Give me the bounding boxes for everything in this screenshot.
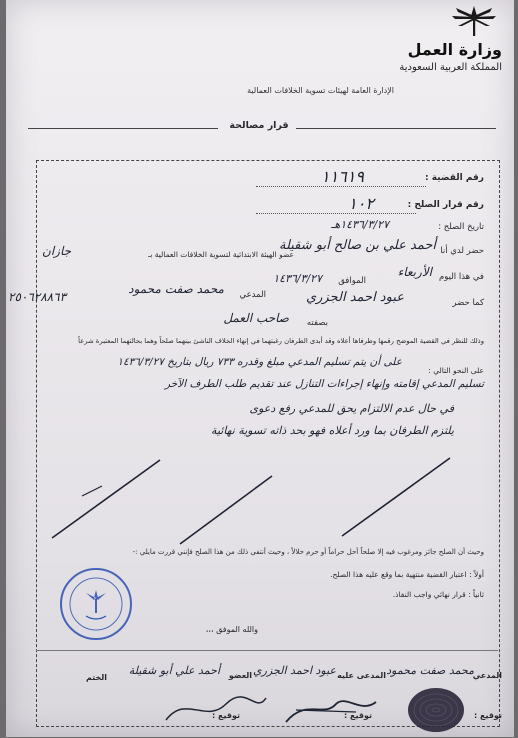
settlement-number-line — [256, 213, 416, 214]
plaintiff-label: المدعي — [239, 290, 266, 300]
official-stamp — [58, 566, 134, 642]
decision-second: ثانياً : قرار نهائي واجب النفاذ. — [392, 590, 484, 599]
attended-value: أحمد علي بن صالح أبو شقيلة — [278, 238, 436, 253]
kingdom-name: المملكة العربية السعودية — [399, 62, 502, 73]
member-signature-label: العضو — [228, 671, 252, 680]
defendant-sign-label: توقيع : — [344, 711, 372, 720]
member-signature-name: أحمد علي أبو شقيلة — [128, 664, 220, 677]
crossout-strokes — [42, 440, 492, 550]
also-attended-value: عبود احمد الجزري — [305, 290, 404, 305]
term-3: في حال عدم الالتزام يحق للمدعي رفع دعوى — [249, 402, 454, 415]
document-page — [6, 0, 514, 737]
capacity-value: صاحب العمل — [223, 311, 289, 325]
defendant-signature-name: عبود احمد الجزري — [253, 664, 336, 677]
member-sign-label: توقيع : — [212, 711, 240, 720]
case-number-label: رقم القضية : — [425, 173, 484, 183]
settlement-number-label: رقم قرار الصلح : — [407, 200, 484, 210]
defendant-signature-label: المدعى عليه — [337, 671, 386, 680]
settlement-date-value: ١٤٣٦/٣/٢٧هـ — [331, 218, 389, 231]
title-underline-left — [28, 128, 218, 129]
closing-prayer: والله الموفق ،،، — [205, 625, 258, 634]
capacity-label: بصفته — [306, 318, 328, 328]
plaintiff-signature-name: محمد صفت محمود — [386, 664, 474, 677]
plaintiff-value: محمد صفت محمود — [128, 282, 224, 296]
signature-scribbles — [156, 684, 386, 734]
signature-rule — [36, 650, 498, 651]
ministry-name: وزارة العمل — [407, 40, 502, 59]
today-value: الأربعاء — [397, 265, 432, 279]
case-number-line — [256, 186, 426, 187]
closing-paragraph: وحيث أن الصلح جائز ومرغوب فيه إلا صلحاً أحل حراماً أو حرم حلالاً ، وحيث أنتفى ذلك من هذا الصلح فإنني قررت مايلي :- — [132, 548, 484, 556]
city-value: جازان — [42, 244, 72, 258]
decision-first: أولاً : اعتبار القضية منتهية بما وقع عليه هذا الصلح. — [330, 570, 484, 579]
corresponding-label: الموافق — [338, 276, 366, 286]
department-name: الإدارة العامة لهيئات تسوية الخلافات العمالية — [247, 86, 394, 95]
intro-paragraph: وذلك للنظر في القضية الموضح رقمها وطرفاها أعلاه وقد أبدى الطرفان رغبتهما في إنهاء الخلاف الناشئ بينهما صلحاً وهما بحالتهما المعتبرة شرعاً — [78, 337, 484, 345]
title-underline-right — [296, 128, 496, 129]
term-2: تسليم المدعي إقامته وإنهاء إجراءات التنازل عند تقديم طلب الطرف الآخر — [164, 378, 484, 390]
terms-label: على النحو التالي : — [428, 366, 484, 375]
term-1: على أن يتم تسليم المدعي مبلغ وقدره ٧٣٣ ريال بتاريخ ١٤٣٦/٣/٢٧ — [117, 356, 402, 368]
id-number-value: ٢٥٠٦٢٨٨٦٣ — [8, 290, 67, 304]
attended-label: حضر لدي أنا — [440, 246, 484, 256]
also-attended-label: كما حضر — [452, 298, 484, 308]
today-label: في هذا اليوم — [438, 272, 484, 282]
corresponding-value: ١٤٣٦/٣/٢٧ — [273, 272, 322, 285]
stamp-label: الختم — [86, 673, 108, 682]
document-title: قرار مصالحة — [229, 120, 289, 131]
settlement-number-value: ١٠٢ — [348, 194, 374, 213]
term-4: يلتزم الطرفان بما ورد أعلاه فهو بحد ذاته تسوية نهائية — [211, 424, 454, 437]
ministry-logo — [444, 2, 504, 38]
fingerprint-mark — [404, 680, 468, 734]
plaintiff-signature-label: المدعي — [472, 671, 502, 680]
case-number-value: ١١٦١٩ — [321, 167, 364, 186]
member-label: عضو الهيئة الابتدائية لتسوية الخلافات العمالية بـ — [148, 250, 294, 259]
settlement-date-label: تاريخ الصلح : — [438, 222, 484, 232]
plaintiff-sign-label: توقيع : — [474, 711, 502, 720]
